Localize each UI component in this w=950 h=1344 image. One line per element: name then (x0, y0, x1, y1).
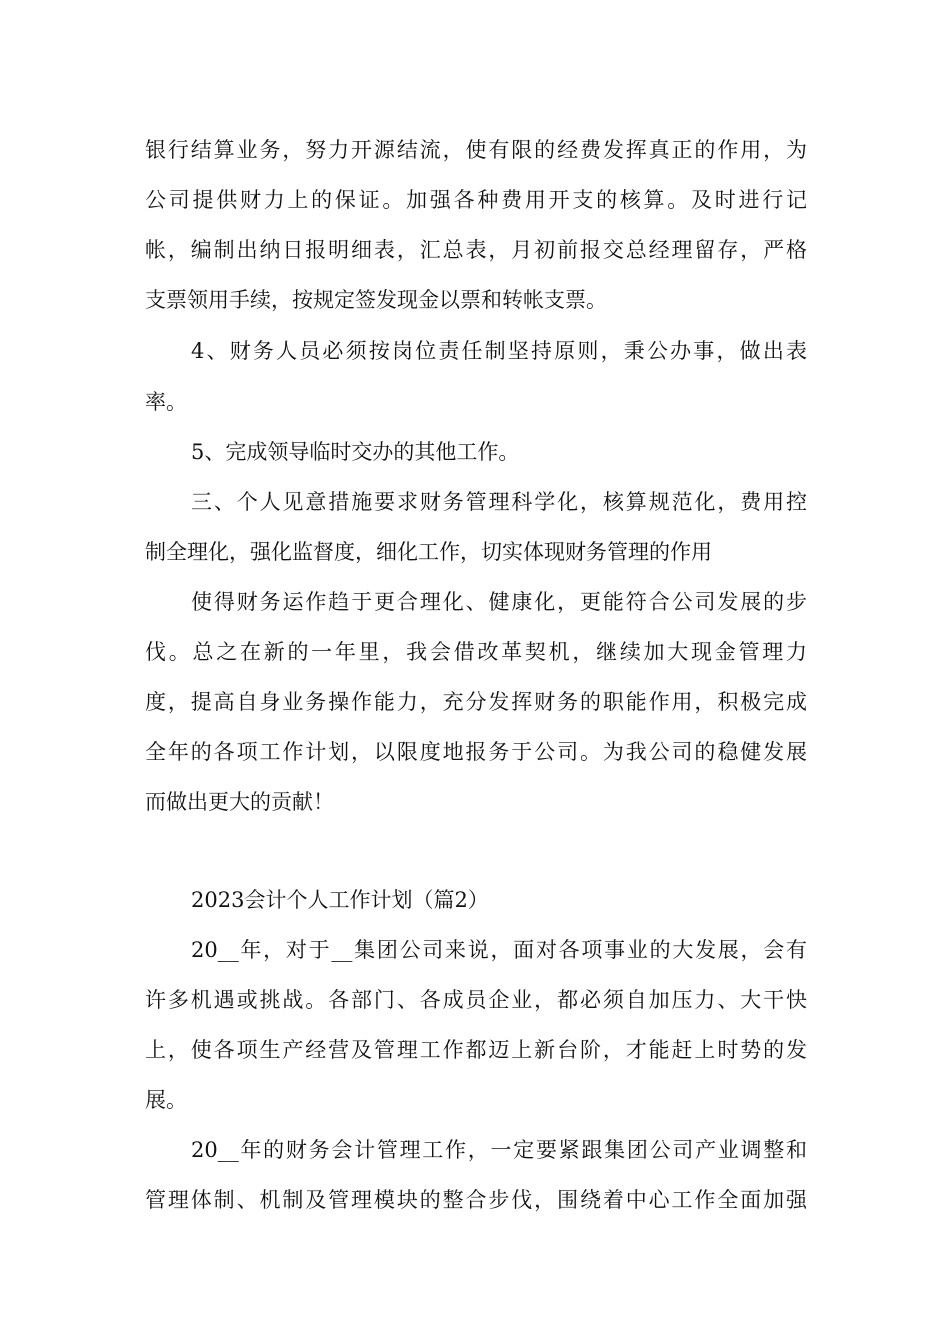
paragraph-line: 20__年的财务会计管理工作，一定要紧跟集团公司产业调整和 (191, 1138, 807, 1162)
paragraph-line: 而做出更大的贡献！ (145, 790, 334, 814)
paragraph-line: 支票领用手续，按规定签发现金以票和转帐支票。 (145, 288, 607, 312)
paragraph-line: 全年的各项工作计划，以限度地报务于公司。为我公司的稳健发展 (145, 740, 807, 764)
paragraph-line: 5、完成领导临时交办的其他工作。 (191, 440, 520, 464)
paragraph-line: 制全理化，强化监督度，细化工作，切实体现财务管理的作用 (145, 540, 712, 564)
paragraph-line: 银行结算业务，努力开源结流，使有限的经费发挥真正的作用，为 (145, 138, 807, 162)
paragraph-line: 管理体制、机制及管理模块的整合步伐，围绕着中心工作全面加强 (145, 1188, 807, 1212)
paragraph-line: 度，提高自身业务操作能力，充分发挥财务的职能作用，积极完成 (145, 690, 807, 714)
paragraph-line: 率。 (145, 390, 187, 414)
paragraph-line: 使得财务运作趋于更合理化、健康化，更能符合公司发展的步 (191, 590, 807, 614)
paragraph-line: 许多机遇或挑战。各部门、各成员企业，都必须自加压力、大干快 (145, 988, 807, 1012)
paragraph-line: 三、个人见意措施要求财务管理科学化，核算规范化，费用控 (191, 490, 807, 514)
paragraph-line: 上，使各项生产经营及管理工作都迈上新台阶，才能赶上时势的发 (145, 1038, 807, 1062)
paragraph-line: 帐，编制出纳日报明细表，汇总表，月初前报交总经理留存，严格 (145, 238, 807, 262)
section-heading: 2023会计个人工作计划（篇2） (191, 888, 489, 912)
paragraph-line: 展。 (145, 1088, 187, 1112)
paragraph-line: 4、财务人员必须按岗位责任制坚持原则，秉公办事，做出表 (191, 339, 807, 363)
paragraph-line: 20__年，对于__集团公司来说，面对各项事业的大发展，会有 (191, 938, 807, 962)
paragraph-line: 公司提供财力上的保证。加强各种费用开支的核算。及时进行记 (145, 188, 807, 212)
paragraph-line: 伐。总之在新的一年里，我会借改革契机，继续加大现金管理力 (145, 640, 807, 664)
